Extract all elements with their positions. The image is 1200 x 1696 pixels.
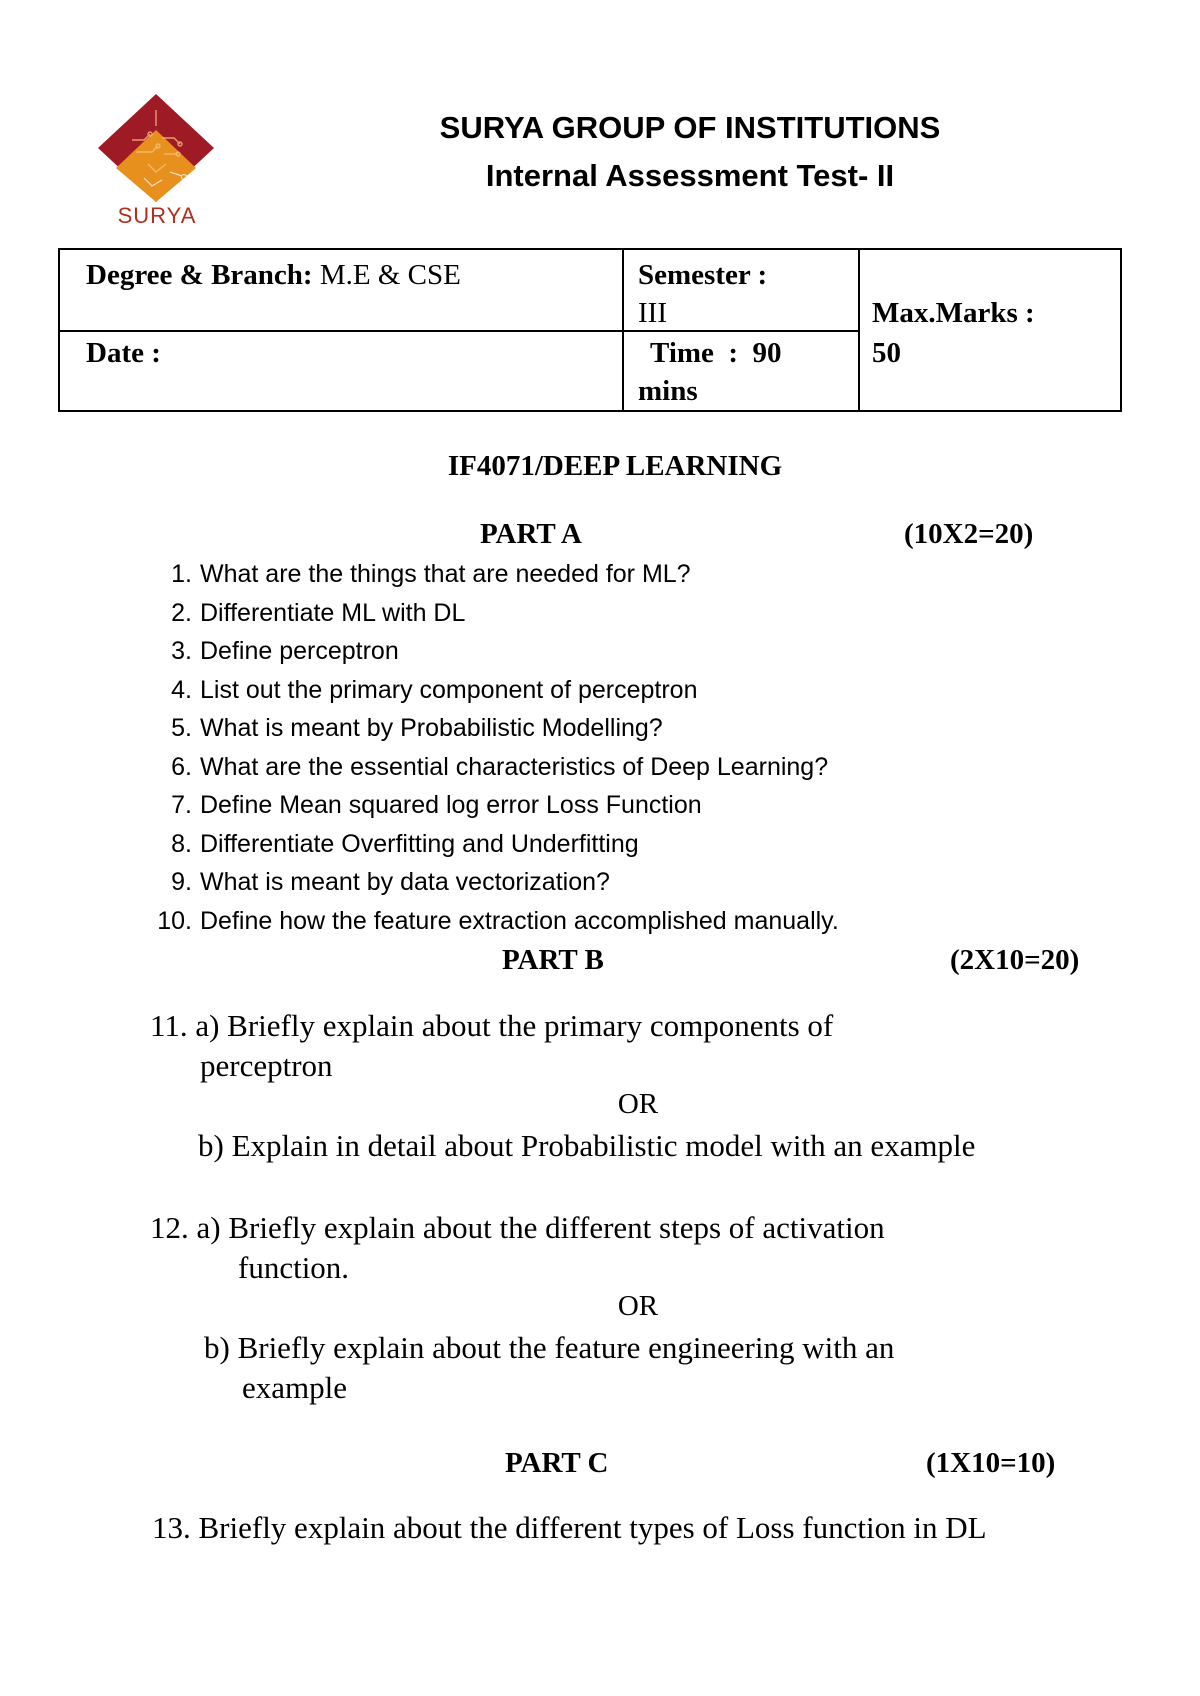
course-title: IF4071/DEEP LEARNING: [447, 450, 783, 482]
semester-label: Semester :: [638, 259, 768, 291]
institution-name: SURYA GROUP OF INSTITUTIONS: [439, 110, 941, 145]
part-a-question-number: 8.: [171, 830, 192, 858]
part-a-question-number: 6.: [171, 753, 192, 781]
part-a-question-text: What is meant by Probabilistic Modelling?: [200, 714, 663, 742]
part-b-title: PART B: [502, 944, 604, 976]
q13: 13. Briefly explain about the different types of Loss function in DL: [152, 1510, 987, 1545]
part-a-question-text: What are the things that are needed for ML?: [200, 560, 691, 588]
date-label: Date :: [86, 337, 161, 369]
part-a-question-number: 5.: [171, 714, 192, 742]
part-a-question-text: Define how the feature extraction accomplished manually.: [200, 907, 839, 935]
part-a-title: PART A: [480, 518, 582, 550]
time-unit: mins: [638, 375, 698, 407]
q11b: b) Explain in detail about Probabilistic model with an example: [198, 1128, 976, 1163]
part-a-question-text: Differentiate ML with DL: [200, 599, 466, 627]
q11a-line1: 11. a) Briefly explain about the primary components of: [150, 1008, 834, 1043]
q11-or: OR: [617, 1088, 659, 1120]
part-a-question-number: 1.: [171, 560, 192, 588]
test-title: Internal Assessment Test- II: [485, 158, 895, 193]
part-a-marks: (10X2=20): [904, 518, 1034, 550]
degree-label: Degree & Branch:: [86, 259, 313, 291]
logo-wordmark: SURYA: [117, 203, 197, 228]
part-a-question-number: 2.: [171, 599, 192, 627]
max-marks-value: 50: [872, 337, 901, 369]
q12a-line1: 12. a) Briefly explain about the different steps of activation: [150, 1210, 885, 1245]
part-a-question-text: What is meant by data vectorization?: [200, 868, 610, 896]
part-a-question-text: What are the essential characteristics of Deep Learning?: [200, 753, 829, 781]
degree-cell: [86, 256, 461, 295]
part-a-question-number: 3.: [171, 637, 192, 665]
q12-or: OR: [617, 1290, 659, 1322]
part-a-question-text: Define perceptron: [200, 637, 399, 665]
q12b-line2: example: [242, 1370, 348, 1405]
part-a-question-number: 10.: [157, 907, 192, 935]
q12a-line2: function.: [238, 1250, 350, 1285]
time-label: Time : 90: [650, 337, 782, 369]
part-c-marks: (1X10=10): [926, 1447, 1056, 1479]
degree-value: M.E & CSE: [319, 259, 461, 291]
q12b-line1: b) Briefly explain about the feature engineering with an: [204, 1330, 895, 1365]
part-a-question-number: 9.: [171, 868, 192, 896]
part-b-marks: (2X10=20): [950, 944, 1080, 976]
semester-value: III: [638, 297, 667, 329]
max-marks-label: Max.Marks :: [872, 297, 1035, 329]
exam-info-table: [58, 248, 1122, 412]
part-a-question-text: List out the primary component of perceptron: [200, 676, 698, 704]
part-c-title: PART C: [505, 1447, 609, 1479]
q11a-line2: perceptron: [200, 1048, 333, 1083]
part-a-question-text: Define Mean squared log error Loss Function: [200, 791, 702, 819]
part-a-question-text: Differentiate Overfitting and Underfitting: [200, 830, 639, 858]
part-a-question-number: 7.: [171, 791, 192, 819]
part-a-question-number: 4.: [171, 676, 192, 704]
